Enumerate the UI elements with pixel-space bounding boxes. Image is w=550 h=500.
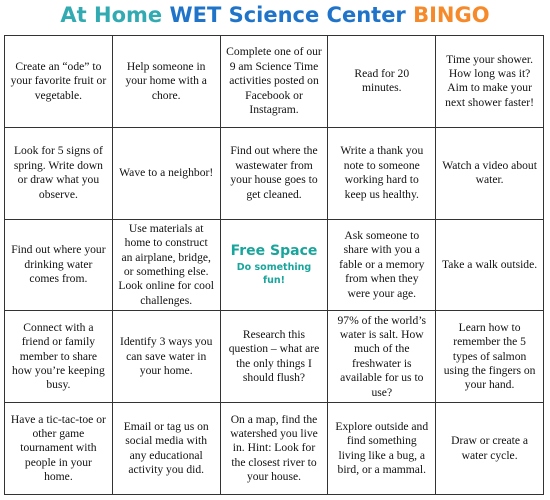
cell-text: Read for 20 minutes.: [354, 66, 410, 95]
cell-text: Explore outside and find something living like a bug, a bird, or a mammal.: [335, 419, 429, 476]
cell-text: Ask someone to share with you a fable or a memory from when they were your age.: [339, 228, 425, 300]
title-part-3: BINGO: [413, 3, 490, 27]
bingo-cell-10[interactable]: [436, 128, 544, 220]
bingo-grid: [4, 35, 544, 495]
bingo-cell-5[interactable]: [436, 36, 544, 128]
cell-text: Identify 3 ways you can save water in your home.: [119, 335, 213, 377]
bingo-cell-23[interactable]: [221, 403, 329, 495]
cell-text: Time your shower. How long was it? Aim to make your next shower faster!: [445, 52, 535, 109]
bingo-cell-17[interactable]: [113, 311, 221, 403]
cell-text: Find out where the wastewater from your house goes to get cleaned.: [230, 144, 318, 201]
cell-text: Connect with a friend or family member to share how you’re keeping busy.: [12, 320, 105, 392]
bingo-cell-14[interactable]: [328, 220, 436, 312]
cell-text: Watch a video about water.: [442, 158, 537, 187]
bingo-cell-19[interactable]: [328, 311, 436, 403]
bingo-cell-22[interactable]: [113, 403, 221, 495]
free-space-subtitle: Do something fun!: [236, 261, 312, 286]
bingo-cell-4[interactable]: [328, 36, 436, 128]
bingo-cell-15[interactable]: [436, 220, 544, 312]
cell-text: Complete one of our 9 am Science Time activities posted on Facebook or Instagram.: [226, 45, 322, 116]
cell-text: 97% of the world’s water is salt. How much of the freshwater is available for us to use?: [337, 313, 427, 399]
bingo-cell-3[interactable]: [221, 36, 329, 128]
bingo-cell-6[interactable]: [5, 128, 113, 220]
cell-text: Look for 5 signs of spring. Write down or draw what you observe.: [13, 144, 103, 201]
cell-text: Write a thank you note to someone working hard to keep us healthy.: [340, 144, 424, 201]
cell-text: On a map, find the watershed you live in. Hint: Look for the closest river to your house.: [230, 412, 318, 484]
page-title: [0, 0, 550, 32]
cell-text: Draw or create a water cycle.: [451, 434, 529, 462]
cell-text: Use materials at home to construct an airplane, bridge, or something else. Look online for cool challenges.: [118, 221, 215, 307]
cell-text: Learn how to remember the 5 types of salmon using the fingers on your hand.: [443, 320, 536, 392]
bingo-cell-20[interactable]: [436, 311, 544, 403]
bingo-cell-11[interactable]: [5, 220, 113, 312]
bingo-cell-16[interactable]: [5, 311, 113, 403]
cell-text: Have a tic-tac-toe or other game tournament with people in your home.: [10, 412, 106, 484]
cell-text: Email or tag us on social media with any educational activity you did.: [123, 419, 209, 476]
bingo-cell-7[interactable]: [113, 128, 221, 220]
bingo-cell-2[interactable]: [113, 36, 221, 128]
cell-text: Find out where your drinking water comes from.: [11, 243, 106, 286]
free-space: [226, 243, 323, 287]
bingo-cell-24[interactable]: [328, 403, 436, 495]
cell-text: Create an “ode” to your favorite fruit or vegetable.: [10, 59, 107, 102]
bingo-cell-21[interactable]: [5, 403, 113, 495]
bingo-cell-25[interactable]: [436, 403, 544, 495]
bingo-cell-8[interactable]: [221, 128, 329, 220]
free-space-title: Free Space: [230, 242, 318, 259]
bingo-cell-12[interactable]: [113, 220, 221, 312]
bingo-cell-18[interactable]: [221, 311, 329, 403]
free-space-cell[interactable]: [221, 220, 329, 312]
cell-text: Research this question – what are the only things I should flush?: [228, 327, 320, 385]
title-part-2: WET Science Center: [169, 3, 414, 27]
cell-text: Wave to a neighbor!: [119, 165, 214, 179]
cell-text: Help someone in your home with a chore.: [125, 59, 207, 102]
bingo-cell-9[interactable]: [328, 128, 436, 220]
title-part-1: At Home: [60, 3, 170, 27]
bingo-cell-1[interactable]: [5, 36, 113, 128]
cell-text: Take a walk outside.: [442, 257, 538, 271]
